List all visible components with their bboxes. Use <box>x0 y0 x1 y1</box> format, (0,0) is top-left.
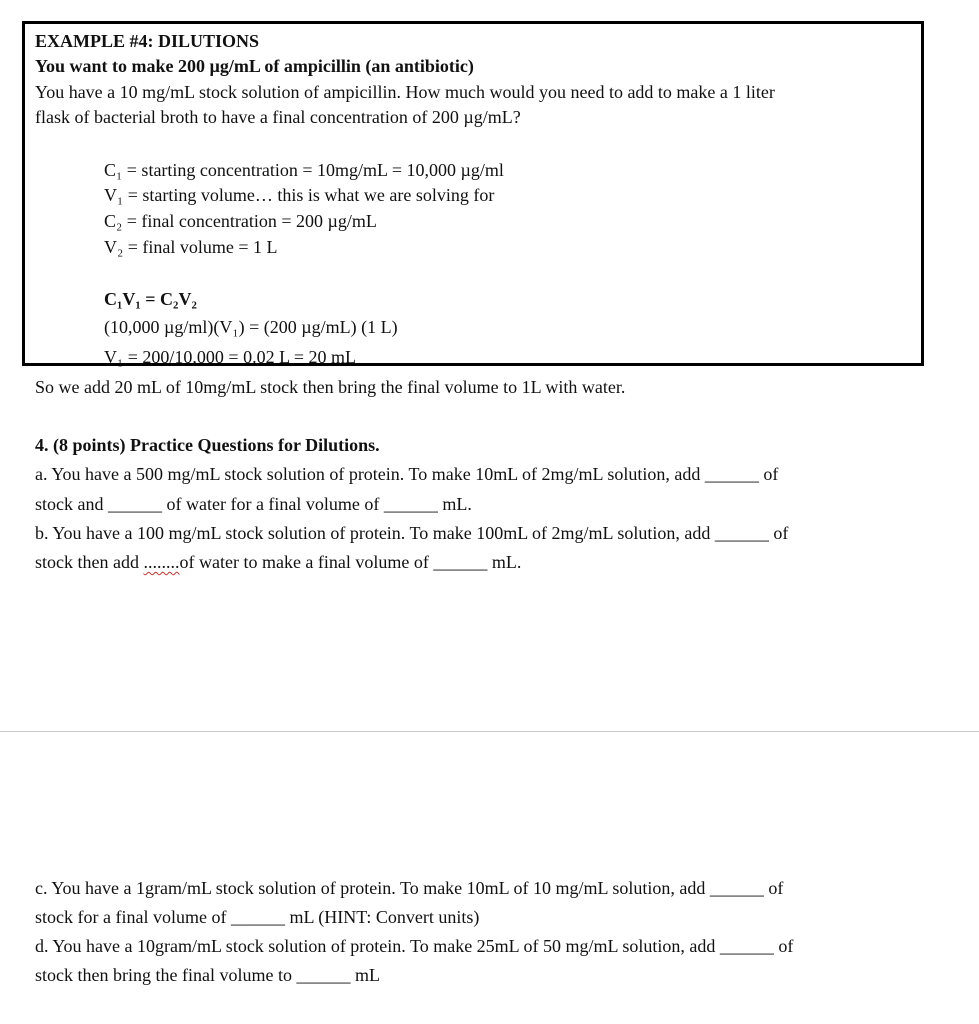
problem-line-1: You have a 10 mg/mL stock solution of ampicillin. How much would you need to add to make a 1 liter <box>35 82 775 102</box>
question-b-text: b. You have a 100 mg/mL stock solution of protein. To make 100mL of 2mg/mL solution, add <box>35 523 711 543</box>
question-a-line-2 <box>35 493 472 515</box>
substitution-line: (10,000 µg/ml)(V₁) = (200 µg/mL) (1 L) <box>104 317 398 337</box>
answer-blank[interactable]: ______ <box>296 965 351 985</box>
question-d-line-1 <box>35 935 793 957</box>
conclusion-line: So we add 20 mL of 10mg/mL stock then bring the final volume to 1L with water. <box>35 377 626 397</box>
answer-blank[interactable]: ______ <box>107 494 162 514</box>
question-c-unit: mL (HINT: Convert units) <box>289 907 480 927</box>
question-d-text: d. You have a 10gram/mL stock solution of protein. To make 25mL of 50 mg/mL solution, add <box>35 936 716 956</box>
question-c-stock-text: stock for a final volume of <box>35 907 227 927</box>
question-c-line-2 <box>35 906 479 928</box>
question-c-text: c. You have a 1gram/mL stock solution of protein. To make 10mL of 10 mg/mL solution, add <box>35 878 706 898</box>
question-d-unit: mL <box>354 965 380 985</box>
question-a-stock-text: stock and <box>35 494 104 514</box>
answer-blank[interactable]: ______ <box>709 878 764 898</box>
c1-definition: C₁ = starting concentration = 10mg/mL = 10,000 µg/ml <box>104 160 504 180</box>
page-divider <box>0 731 979 732</box>
question-a-text: a. You have a 500 mg/mL stock solution of protein. To make 10mL of 2mg/mL solution, add <box>35 464 701 484</box>
v1-definition: V₁ = starting volume… this is what we are solving for <box>104 185 495 205</box>
question-c-of: of <box>768 878 784 898</box>
v2-definition: V₂ = final volume = 1 L <box>104 237 278 257</box>
question-b-of: of <box>773 523 789 543</box>
practice-heading: 4. (8 points) Practice Questions for Dilutions. <box>35 435 380 455</box>
result-line: V₁ = 200/10,000 = 0.02 L = 20 mL <box>104 347 357 367</box>
answer-blank[interactable]: ______ <box>704 464 759 484</box>
question-d-stock-text: stock then bring the final volume to <box>35 965 292 985</box>
question-a-line-1 <box>35 463 778 485</box>
answer-blank[interactable]: ______ <box>383 494 438 514</box>
question-b-water-text: of water to make a final volume of <box>179 552 429 572</box>
question-a-unit: mL. <box>442 494 472 514</box>
question-d-of: of <box>778 936 794 956</box>
problem-line-2: flask of bacterial broth to have a final concentration of 200 µg/mL? <box>35 107 521 127</box>
answer-blank[interactable]: ______ <box>433 552 488 572</box>
question-d-line-2 <box>35 964 380 986</box>
answer-blank[interactable]: ______ <box>714 523 769 543</box>
example-subtitle: You want to make 200 µg/mL of ampicillin (an antibiotic) <box>35 56 474 76</box>
answer-blank[interactable]: ______ <box>719 936 774 956</box>
dilution-formula: C₁V₁ = C₂V₂ <box>104 289 197 309</box>
question-b-unit: mL. <box>491 552 522 572</box>
answer-blank-dotted[interactable]: ........ <box>143 552 180 572</box>
question-c-line-1 <box>35 877 783 899</box>
answer-blank[interactable]: ______ <box>230 907 285 927</box>
question-b-line-1 <box>35 522 788 544</box>
c2-definition: C₂ = final concentration = 200 µg/mL <box>104 211 377 231</box>
question-a-of: of <box>763 464 779 484</box>
question-a-water-text: of water for a final volume of <box>166 494 380 514</box>
question-b-stock-text: stock then add <box>35 552 139 572</box>
question-b-line-2 <box>35 551 521 573</box>
example-title: EXAMPLE #4: DILUTIONS <box>35 31 260 51</box>
